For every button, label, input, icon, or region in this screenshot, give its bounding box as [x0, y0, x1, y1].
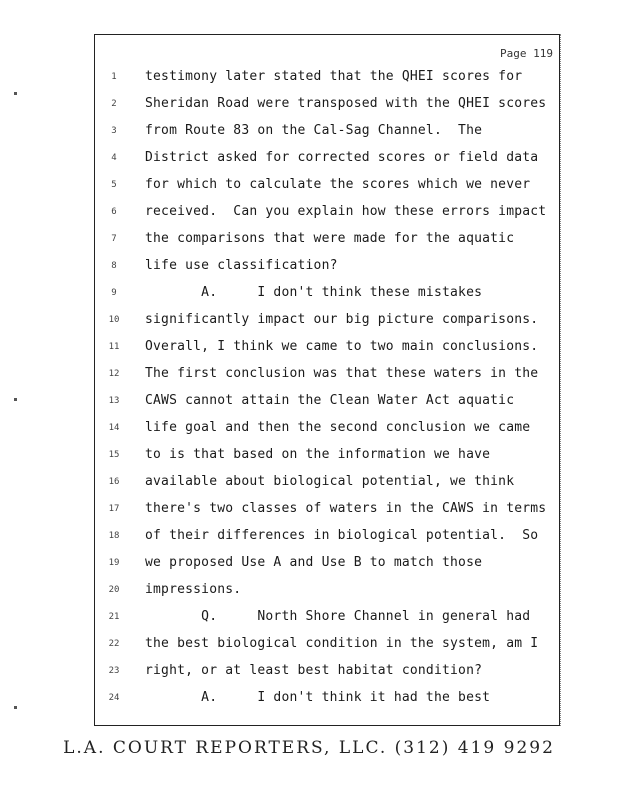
hole-punch-mark: [14, 92, 17, 95]
line-number: 11: [108, 342, 120, 352]
line-text: there's two classes of waters in the CAWS in terms: [145, 501, 547, 516]
line-number: 18: [108, 531, 120, 541]
transcript-line: [95, 148, 559, 175]
transcript-line: [95, 418, 559, 445]
line-number: 17: [108, 504, 120, 514]
line-number: 12: [108, 369, 120, 379]
line-text: the best biological condition in the system, am I: [145, 636, 539, 651]
transcript-page: [94, 34, 560, 726]
line-number: 9: [111, 288, 117, 298]
transcript-line: [95, 229, 559, 256]
line-text: received. Can you explain how these errors impact: [145, 204, 547, 219]
line-text: for which to calculate the scores which we never: [145, 177, 531, 192]
line-number: 8: [111, 261, 117, 271]
line-number: 19: [108, 558, 120, 568]
line-text: The first conclusion was that these waters in the: [145, 366, 539, 381]
transcript-line: [95, 175, 559, 202]
line-text: right, or at least best habitat condition?: [145, 663, 483, 678]
line-text: life goal and then the second conclusion we came: [145, 420, 531, 435]
line-number: 21: [108, 612, 120, 622]
transcript-line: [95, 580, 559, 607]
hole-punch-mark: [14, 398, 17, 401]
transcript-line: [95, 94, 559, 121]
transcript-line: [95, 121, 559, 148]
line-number: 24: [108, 693, 120, 703]
line-number: 20: [108, 585, 120, 595]
line-text: from Route 83 on the Cal-Sag Channel. The: [145, 123, 483, 138]
transcript-line: [95, 310, 559, 337]
line-number: 6: [111, 207, 117, 217]
line-text: we proposed Use A and Use B to match those: [145, 555, 483, 570]
line-number: 3: [111, 126, 117, 136]
line-number: 1: [111, 72, 117, 82]
transcript-line: [95, 337, 559, 364]
line-number: 7: [111, 234, 117, 244]
line-text: significantly impact our big picture comparisons.: [145, 312, 539, 327]
transcript-line: [95, 472, 559, 499]
transcript-line: [95, 391, 559, 418]
line-text: testimony later stated that the QHEI scores for: [145, 69, 523, 84]
line-text: to is that based on the information we have: [145, 447, 491, 462]
line-text: A. I don't think it had the best: [145, 690, 491, 705]
transcript-line: [95, 499, 559, 526]
transcript-line: [95, 688, 559, 715]
line-text: A. I don't think these mistakes: [145, 285, 483, 300]
hole-punch-mark: [14, 706, 17, 709]
line-number: 13: [108, 396, 120, 406]
line-text: CAWS cannot attain the Clean Water Act aquatic: [145, 393, 515, 408]
transcript-line: [95, 526, 559, 553]
scan-edge: [560, 34, 565, 726]
line-number: 10: [108, 315, 120, 325]
transcript-line: [95, 283, 559, 310]
line-text: of their differences in biological potential. So: [145, 528, 539, 543]
line-number: 22: [108, 639, 120, 649]
line-number: 4: [111, 153, 117, 163]
line-text: impressions.: [145, 582, 242, 597]
line-number: 23: [108, 666, 120, 676]
transcript-line: [95, 67, 559, 94]
page-number: Page 119: [500, 47, 553, 60]
transcript-line: [95, 607, 559, 634]
transcript-line: [95, 553, 559, 580]
line-text: life use classification?: [145, 258, 338, 273]
line-number: 5: [111, 180, 117, 190]
line-number: 2: [111, 99, 117, 109]
court-reporter-footer: L.A. COURT REPORTERS, LLC. (312) 419 9292: [63, 738, 555, 758]
transcript-line: [95, 634, 559, 661]
transcript-line: [95, 364, 559, 391]
transcript-line: [95, 256, 559, 283]
line-number: 15: [108, 450, 120, 460]
line-number: 14: [108, 423, 120, 433]
transcript-line: [95, 202, 559, 229]
line-text: available about biological potential, we think: [145, 474, 515, 489]
transcript-line: [95, 445, 559, 472]
line-text: District asked for corrected scores or field data: [145, 150, 539, 165]
line-text: Sheridan Road were transposed with the QHEI scores: [145, 96, 547, 111]
transcript-line: [95, 661, 559, 688]
line-text: the comparisons that were made for the aquatic: [145, 231, 515, 246]
line-number: 16: [108, 477, 120, 487]
line-text: Overall, I think we came to two main conclusions.: [145, 339, 539, 354]
line-text: Q. North Shore Channel in general had: [145, 609, 531, 624]
